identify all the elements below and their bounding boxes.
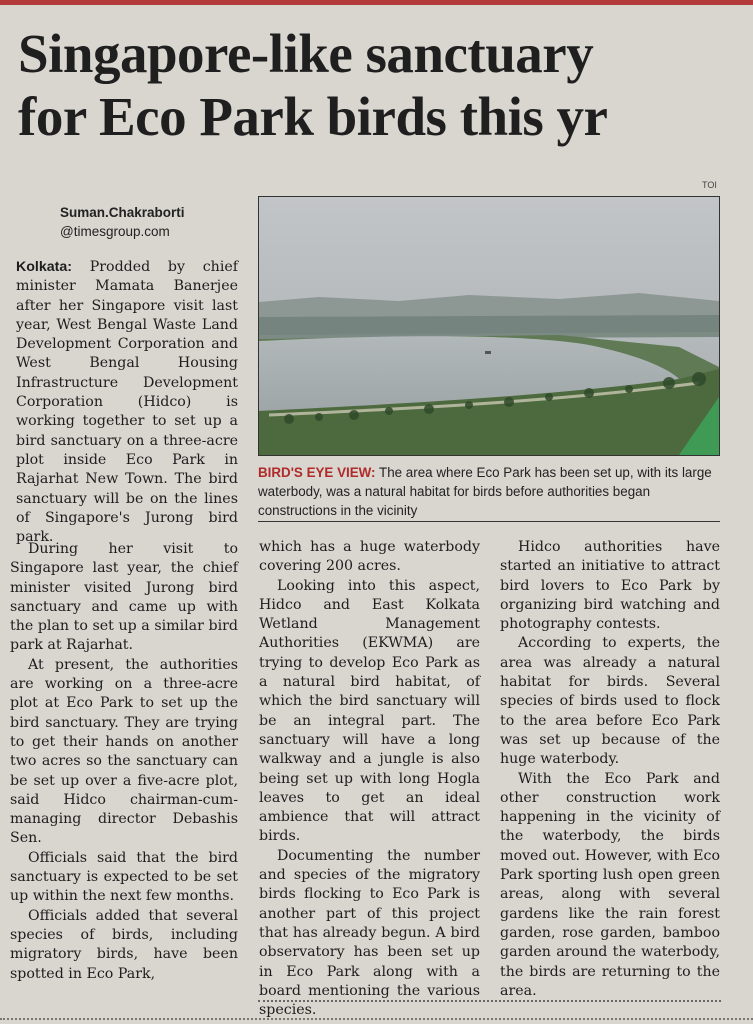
headline-line-1: Singapore-like sanctuary (18, 23, 594, 84)
top-accent-bar (0, 0, 753, 5)
article-end-divider (258, 1000, 721, 1002)
paragraph-2: During her visit to Singapore last year, the chief minister visited Jurong bird sanctuary and came up with the plan to set up a similar bird park at Rajarhat. (10, 541, 238, 654)
paragraph-4: Officials said that the bird sanctuary is expected to be set up within the next few months. (10, 849, 238, 905)
byline (60, 203, 185, 241)
paragraph-6: Looking into this aspect, Hidco and East Kolkata Wetland Management Authorities (EKWMA) are trying to develop Eco Park as a natural bird habitat, of which the bird sanctuary will be an integral part. The sanctuary will have a long walkway and a jungle is also being set up with long Hogla leaves to get an ideal ambience that will attract birds. (259, 577, 480, 845)
article-column-1-bottom (10, 540, 238, 984)
headline-line-2: for Eco Park birds this yr (18, 86, 608, 147)
paragraph-3: At present, the authorities are working on a three-acre plot at Eco Park to set up the bird sanctuary. They are trying to get their hands on another two acres so the sanctuary can be set up over a five-acre plot, said Hidco chairman-cum-managing director Debashis Sen. (10, 656, 238, 847)
caption-rule (258, 521, 720, 522)
article-paragraph (16, 258, 238, 547)
paragraph-5: Officials added that several species of birds, including migratory birds, have been spotted in Eco Park, (10, 907, 238, 982)
byline-handle: @timesgroup.com (60, 224, 170, 239)
photo-credit: TOI (702, 180, 717, 190)
paragraph-5-continued: which has a huge waterbody covering 200 acres. (259, 539, 480, 575)
page-bottom-divider (0, 1018, 753, 1020)
aerial-photo-image (259, 197, 719, 455)
eco-park-aerial-photo (258, 196, 720, 456)
paragraph-1-text: Prodded by chief minister Mamata Banerjee after her Singapore visit last year, West Bengal Waste Land Development Corporation and West Bengal Housing Infrastructure Development Corporation (Hidco) is working together to set up a bird sanctuary on a three-acre plot inside Eco Park in Rajarhat New Town. The bird sanctuary will be on the lines of Singapore's Jurong bird park. (16, 259, 238, 546)
paragraph-8: Hidco authorities have started an initiative to attract bird lovers to Eco Park by organizing bird watching and photography contests. (500, 539, 720, 633)
article-column-3 (500, 538, 720, 1001)
paragraph-10: With the Eco Park and other construction work happening in the vicinity of the waterbody, the birds moved out. However, with Eco Park sporting lush open green areas, along with several gardens like the rain forest garden, rose garden, bamboo garden around the waterbody, the birds are returning to the area. (500, 770, 720, 999)
caption-label: BIRD'S EYE VIEW: (258, 465, 376, 480)
dateline: Kolkata: (16, 259, 72, 275)
article-column-1-top (16, 258, 238, 547)
headline (18, 22, 733, 148)
paragraph-7: Documenting the number and species of the migratory birds flocking to Eco Park is another part of this project that has already begun. A bird observatory has been set up in Eco Park along with a board mentioning the various species. (259, 847, 480, 1019)
caption-text: The area where Eco Park has been set up, with its large waterbody, was a natural habitat for birds before authorities began constructions in the vicinity (258, 465, 712, 518)
byline-name: Suman.Chakraborti (60, 205, 185, 220)
article-column-2 (259, 538, 480, 1020)
photo-caption (258, 463, 723, 520)
paragraph-9: According to experts, the area was already a natural habitat for birds. Several species of birds used to flock to the area before Eco Park was set up because of the huge waterbody. (500, 635, 720, 768)
